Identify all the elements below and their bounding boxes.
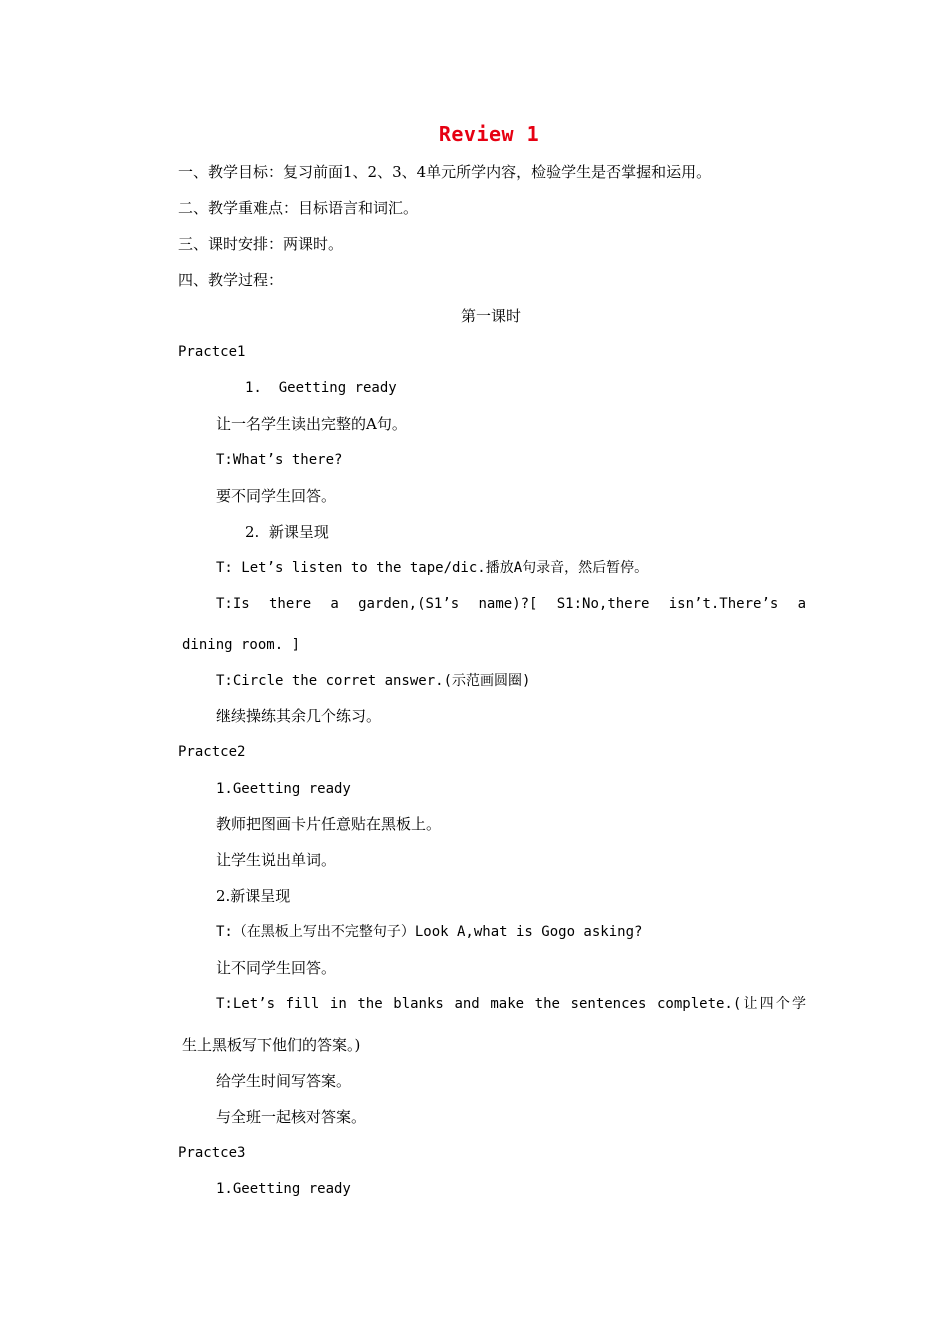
practice-heading: Practce3: [178, 1145, 246, 1161]
step-heading: 1.Geetting ready: [216, 781, 351, 797]
paragraph-line: 让学生说出单词。: [216, 851, 337, 869]
paragraph-line: 生上黑板写下他们的答案。): [182, 1036, 361, 1054]
practice-heading: Practce2: [178, 744, 246, 760]
objective-line: 三、课时安排：两课时。: [178, 235, 344, 253]
paragraph-line: 让不同学生回答。: [216, 959, 337, 977]
objective-line: 四、教学过程：: [178, 271, 284, 289]
step-heading: 1. Geetting ready: [245, 380, 397, 396]
paragraph-line: 教师把图画卡片任意贴在黑板上。: [216, 815, 442, 833]
objective-line: 一、教学目标：复习前面1、2、3、4单元所学内容，检验学生是否掌握和运用。: [178, 163, 712, 181]
objective-line: 二、教学重难点：目标语言和词汇。: [178, 199, 419, 217]
document-title: Review 1: [438, 122, 540, 146]
paragraph-line: 与全班一起核对答案。: [216, 1108, 367, 1126]
paragraph-line: T:Circle the corret answer.(示范画圆圈): [216, 673, 531, 689]
step-heading: 2. 新课呈现: [245, 523, 329, 541]
lesson-heading: 第一课时: [460, 307, 521, 325]
paragraph-line: T:（在黑板上写出不完整句子）Look A,what is Gogo asking?: [216, 924, 643, 940]
paragraph-line: 让一名学生读出完整的A句。: [216, 415, 407, 433]
paragraph-line: 继续操练其余几个练习。: [216, 707, 382, 725]
paragraph-line: T:What’s there?: [216, 452, 343, 468]
practice-heading: Practce1: [178, 344, 246, 360]
paragraph-line: 给学生时间写答案。: [216, 1072, 352, 1090]
step-heading: 2.新课呈现: [216, 887, 291, 905]
paragraph-line: T: Let’s listen to the tape/dic.播放A句录音，然后暂停。: [216, 560, 649, 576]
paragraph-line: dining room. ]: [182, 637, 301, 653]
step-heading: 1.Geetting ready: [216, 1181, 351, 1197]
paragraph-line: 要不同学生回答。: [216, 487, 337, 505]
paragraph-line: T:Let’s fill in the blanks and make the sentences complete.(让四个学: [216, 996, 806, 1012]
paragraph-line: T:Is there a garden,(S1’s name)?[ S1:No,there isn’t.There’s a: [216, 596, 806, 612]
